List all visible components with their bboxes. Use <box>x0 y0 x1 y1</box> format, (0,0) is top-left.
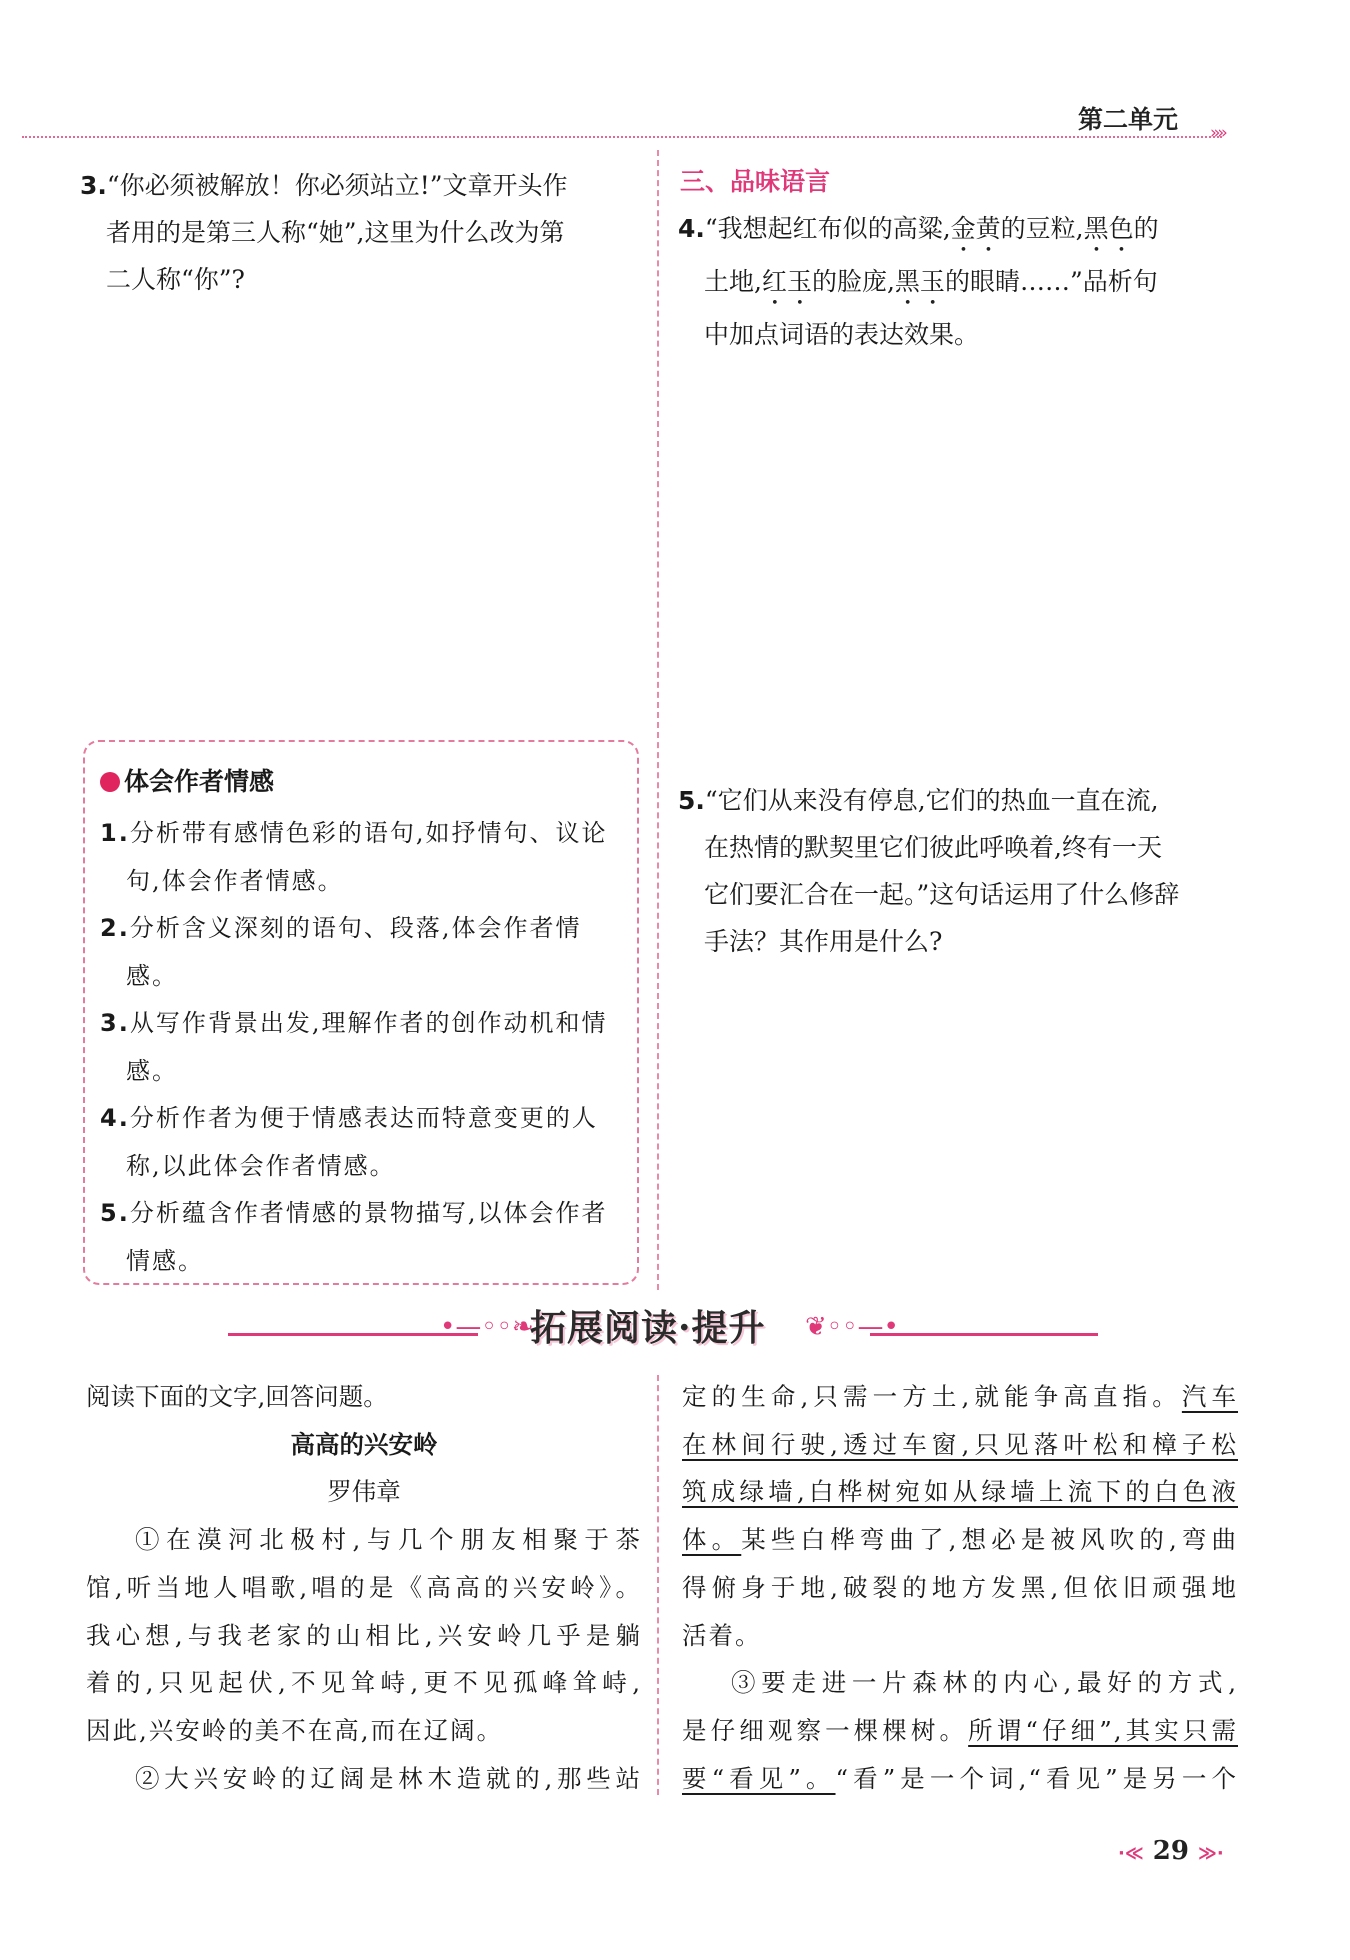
question-text: 手法？其作用是什么? <box>704 927 943 956</box>
question-number: 4. <box>678 214 705 243</box>
page-ornament-left-icon: ·≪ <box>1118 1843 1144 1864</box>
tip-item-number: 1. <box>100 819 130 847</box>
page-number-text: 29 <box>1152 1836 1189 1866</box>
flourish-left-icon: •—◦◦❧ <box>440 1312 534 1342</box>
question-text: 它们要汇合在一起。”这句话运用了什么修辞 <box>704 880 1180 909</box>
tip-item <box>100 1000 625 1095</box>
question-number: 3. <box>80 171 107 200</box>
paragraph-text: “看”是一个词,“看见”是另一个 <box>835 1763 1238 1793</box>
tip-item-text: 从写作背景出发,理解作者的创作动机和情感。 <box>126 1009 608 1085</box>
question-3 <box>80 162 640 303</box>
reading-left-column <box>86 1373 642 1802</box>
paragraph-line <box>682 1755 1238 1803</box>
tip-item-number: 4. <box>100 1104 130 1132</box>
question-number: 5. <box>678 786 705 815</box>
reading-right-column <box>682 1373 1238 1802</box>
paragraph-line <box>682 1373 1238 1421</box>
tip-title <box>100 762 274 798</box>
tip-item <box>100 905 625 1000</box>
reading-instruction: 阅读下面的文字,回答问题。 <box>86 1382 388 1411</box>
dotted-word: 黑色 <box>1083 214 1134 243</box>
paragraph-line: 着的,只见起伏,不见耸峙,更不见孤峰耸峙, <box>86 1668 642 1698</box>
question-text: 二人称“你”? <box>106 265 245 294</box>
paragraph-text: 某些白桦弯曲了,想必是被风吹的,弯曲 <box>741 1525 1239 1555</box>
tip-item-number: 3. <box>100 1009 130 1037</box>
paragraph-text: 是仔细观察一棵棵树。 <box>682 1715 969 1745</box>
header-rule <box>22 136 1222 138</box>
underlined-text: 要“看见”。 <box>682 1763 836 1793</box>
question-5 <box>678 777 1238 965</box>
paragraph-line: 我心想,与我老家的山相比,兴安岭几乎是躺 <box>86 1620 642 1650</box>
tip-item <box>100 1095 625 1190</box>
paragraph-line: ③要走进一片森林的内心,最好的方式, <box>731 1668 1238 1698</box>
question-text: 土地, <box>704 267 762 296</box>
underlined-text: 筑成绿墙,白桦树宛如从绿墙上流下的白色液 <box>682 1477 1238 1507</box>
paragraph-line: 活着。 <box>682 1620 762 1650</box>
paragraph-line: ①在漠河北极村,与几个朋友相聚于茶 <box>135 1525 642 1555</box>
question-text: 的脸庞, <box>811 267 895 296</box>
tip-title-text: 体会作者情感 <box>124 767 275 796</box>
column-divider <box>657 150 659 1290</box>
dotted-word: 金黄 <box>950 214 1001 243</box>
paragraph-line: ②大兴安岭的辽阔是林木造就的,那些站 <box>135 1763 642 1793</box>
question-text: 中加点词语的表达效果。 <box>704 320 980 349</box>
question-text: “你必须被解放！你必须站立!”文章开头作 <box>106 171 568 200</box>
tip-item-number: 2. <box>100 914 130 942</box>
tip-item-text: 分析作者为便于情感表达而特意变更的人称,以此体会作者情感。 <box>126 1104 598 1180</box>
question-text: 在热情的默契里它们彼此呼唤着,终有一天 <box>704 833 1162 862</box>
underlined-text: 汽车 <box>1181 1382 1239 1411</box>
question-text: “我想起红布似的高粱, <box>704 214 951 243</box>
banner-title: 拓展阅读·提升 <box>530 1307 766 1349</box>
question-text: “它们从来没有停息,它们的热血一直在流, <box>704 786 1159 815</box>
bullet-icon <box>100 772 120 792</box>
tip-item <box>100 810 625 905</box>
underlined-text: 在林间行驶,透过车窗,只见落叶松和樟子松 <box>682 1429 1238 1459</box>
article-author: 罗伟章 <box>327 1477 401 1507</box>
column-divider-lower <box>657 1375 659 1795</box>
underlined-text: 体。 <box>682 1525 742 1555</box>
paragraph-line: 得俯身于地,破裂的地方发黑,但依旧顽强地 <box>682 1572 1238 1602</box>
underlined-text: 所谓“仔细”,其实只需 <box>968 1715 1238 1745</box>
paragraph-line <box>682 1516 1238 1564</box>
section-title: 三、品味语言 <box>680 167 831 196</box>
question-text: 的 <box>1133 214 1159 243</box>
page-number <box>1118 1836 1224 1866</box>
question-4 <box>678 205 1238 358</box>
banner-line-right <box>870 1333 1098 1336</box>
question-text: 的眼睛……”品析句 <box>944 267 1158 296</box>
article-title: 高高的兴安岭 <box>290 1429 438 1459</box>
unit-title: 第二单元 <box>1078 105 1179 134</box>
paragraph-line: 因此,兴安岭的美不在高,而在辽阔。 <box>86 1715 504 1745</box>
tip-item-text: 分析带有感情色彩的语句,如抒情句、议论句,体会作者情感。 <box>126 819 608 895</box>
tip-item-number: 5. <box>100 1199 130 1227</box>
paragraph-line: 馆,听当地人唱歌,唱的是《高高的兴安岭》。 <box>86 1572 642 1602</box>
header-arrows: »» <box>1210 123 1225 143</box>
dotted-word: 黑玉 <box>894 267 945 296</box>
tip-item-text: 分析蕴含作者情感的景物描写,以体会作者情感。 <box>126 1199 608 1275</box>
question-text: 者用的是第三人称“她”,这里为什么改为第 <box>106 218 565 247</box>
flourish-right-icon: ❦◦◦—• <box>805 1312 899 1342</box>
paragraph-text: 定的生命,只需一方土,就能争高直指。 <box>682 1382 1182 1411</box>
tip-item <box>100 1190 625 1285</box>
dotted-word: 红玉 <box>761 267 812 296</box>
tip-list <box>100 810 625 1285</box>
page-ornament-right-icon: ≫· <box>1198 1843 1224 1864</box>
question-text: 的豆粒, <box>1000 214 1084 243</box>
tip-item-text: 分析含义深刻的语句、段落,体会作者情感。 <box>126 914 582 990</box>
paragraph-line <box>682 1707 1238 1755</box>
